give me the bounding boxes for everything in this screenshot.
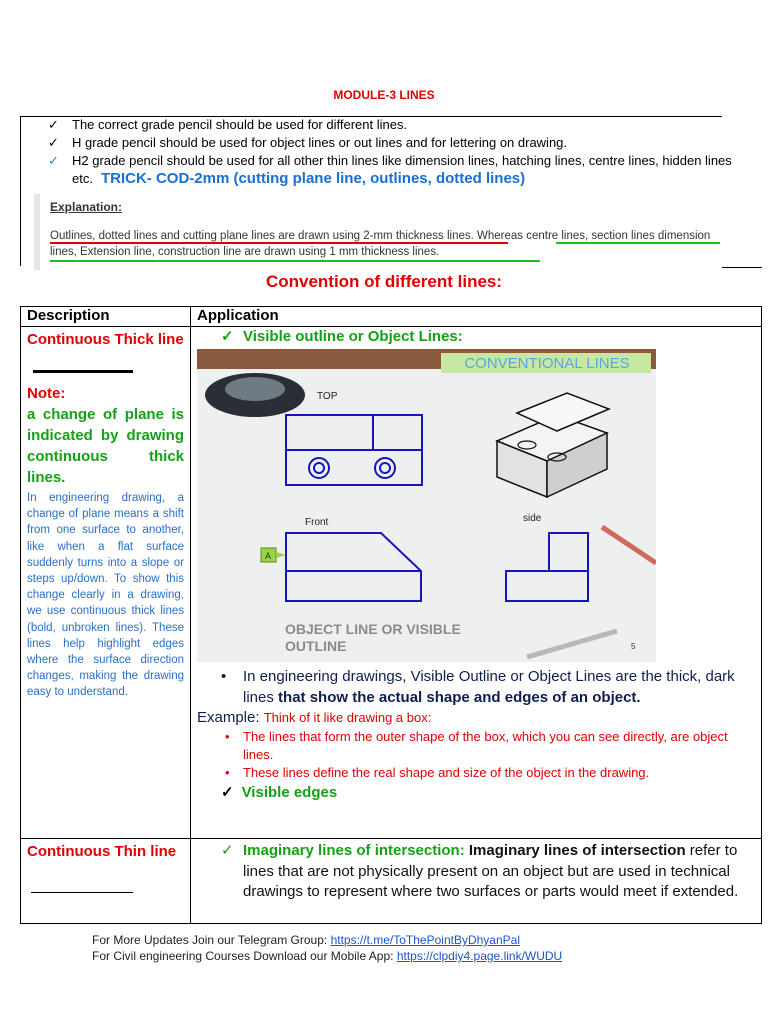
explanation-panel <box>34 194 730 270</box>
check-icon: ✓ <box>221 842 234 859</box>
visible-edges: ✓ Visible edges <box>221 784 338 801</box>
check-icon: ✓ <box>48 117 59 132</box>
conventional-lines-figure <box>197 349 656 662</box>
intersection-text: ✓ Imaginary lines of intersection: Imaginary lines of intersection refer to lines that are not physically present on an object but are used in technical drawings to represent where two surfaces or parts would meet if extended. <box>221 842 739 900</box>
list-item: • The lines that form the outer shape of the box, which you can see directly, are object lines. <box>225 729 728 762</box>
footer-line-telegram: For More Updates Join our Telegram Group: https://t.me/ToThePointByDhyanPal <box>92 933 520 947</box>
bullet-icon: • <box>225 765 230 780</box>
application-cell <box>191 839 762 924</box>
figure-svg <box>197 349 656 662</box>
check-icon: ✓ <box>221 328 234 345</box>
figure-caption-2: OUTLINE <box>285 638 347 654</box>
thin-line-sample <box>31 892 133 893</box>
side-label: side <box>523 513 542 524</box>
telegram-link[interactable]: https://t.me/ToThePointByDhyanPal <box>330 933 520 947</box>
row-title: Continuous Thin line <box>27 843 177 860</box>
lines-table <box>20 306 762 924</box>
list-item: ✓ The correct grade pencil should be used for different lines. <box>48 117 408 132</box>
bullet-icon: • <box>225 729 230 744</box>
list-item: • In engineering drawings, Visible Outline or Object Lines are the thick, dark lines that show the actual shape and edges of an object. <box>221 668 735 706</box>
description-cell <box>21 327 191 839</box>
row-title: Continuous Thick line <box>27 331 184 348</box>
green-underline <box>50 260 540 262</box>
list-item: • These lines define the real shape and size of the object in the drawing. <box>225 765 650 780</box>
header-application: Application <box>191 307 762 327</box>
green-underline <box>556 242 720 244</box>
figure-banner: CONVENTIONAL LINES <box>464 355 630 372</box>
note-detail: In engineering drawing, a change of plane means a shift from one surface to another, like when a flat surface suddenly turns into a slope or steps up/down. To show this change clearly in a drawing, we use continuous thick lines (bold, unbroken lines). These lines help highlight edges where the surface direction changes, making the drawing easy to understand. <box>27 492 184 699</box>
list-item: ✓ H2 grade pencil should be used for all other thin lines like dimension lines, hatching lines, centre lines, hidden lines etc. TRICK- COD-2mm (cutting plane line, outlines, dotted lines) <box>48 153 732 187</box>
example-line: Example: Think of it like drawing a box: <box>197 709 432 726</box>
note-text: a change of plane is indicated by drawing continuous thick lines. <box>27 406 184 486</box>
trick-text: TRICK- COD-2mm (cutting plane line, outlines, dotted lines) <box>100 170 526 187</box>
intro-box <box>20 116 762 268</box>
check-icon: ✓ <box>48 153 59 168</box>
convention-title: Convention of different lines: <box>265 272 503 291</box>
explanation-text: Outlines, dotted lines and cutting plane lines are drawn using 2-mm thickness lines. Whereas centre lines, section lines dimension lines, Extension line, construction line are drawn using 1 mm thickness lines. <box>50 230 711 258</box>
figure-page-num: 5 <box>631 642 636 651</box>
list-item: ✓ H grade pencil should be used for object lines or out lines and for lettering on drawing. <box>48 135 568 150</box>
pencil-grade-list <box>48 116 758 188</box>
table-header-row <box>21 307 762 327</box>
table-row <box>21 327 762 839</box>
footer-line-app: For Civil engineering Courses Download our Mobile App: https://clpdiy4.page.link/WUDU <box>92 949 563 963</box>
description-cell <box>21 839 191 924</box>
thick-line-sample <box>33 370 133 373</box>
table-row <box>21 839 762 924</box>
check-icon: ✓ <box>48 135 59 150</box>
figure-caption-1: OBJECT LINE OR VISIBLE <box>285 621 461 637</box>
app-heading: ✓ Visible outline or Object Lines: <box>221 328 463 345</box>
object-line-bullets <box>191 666 761 708</box>
marker-label: A <box>264 551 272 561</box>
header-description: Description <box>21 307 191 327</box>
note-label: Note: <box>27 385 66 402</box>
check-icon: ✓ <box>221 784 234 801</box>
app-link[interactable]: https://clpdiy4.page.link/WUDU <box>396 949 563 963</box>
explanation-title: Explanation: <box>50 200 123 214</box>
intro-left-border <box>20 116 21 266</box>
application-cell <box>191 327 762 839</box>
module-title: MODULE-3 LINES <box>333 88 435 102</box>
top-label: TOP <box>317 391 338 402</box>
red-underline <box>50 242 508 244</box>
bullet-icon: • <box>221 668 227 685</box>
example-bullets <box>191 728 761 782</box>
footer <box>92 932 562 964</box>
front-label: Front <box>305 517 329 528</box>
lamp-shade <box>225 377 285 401</box>
